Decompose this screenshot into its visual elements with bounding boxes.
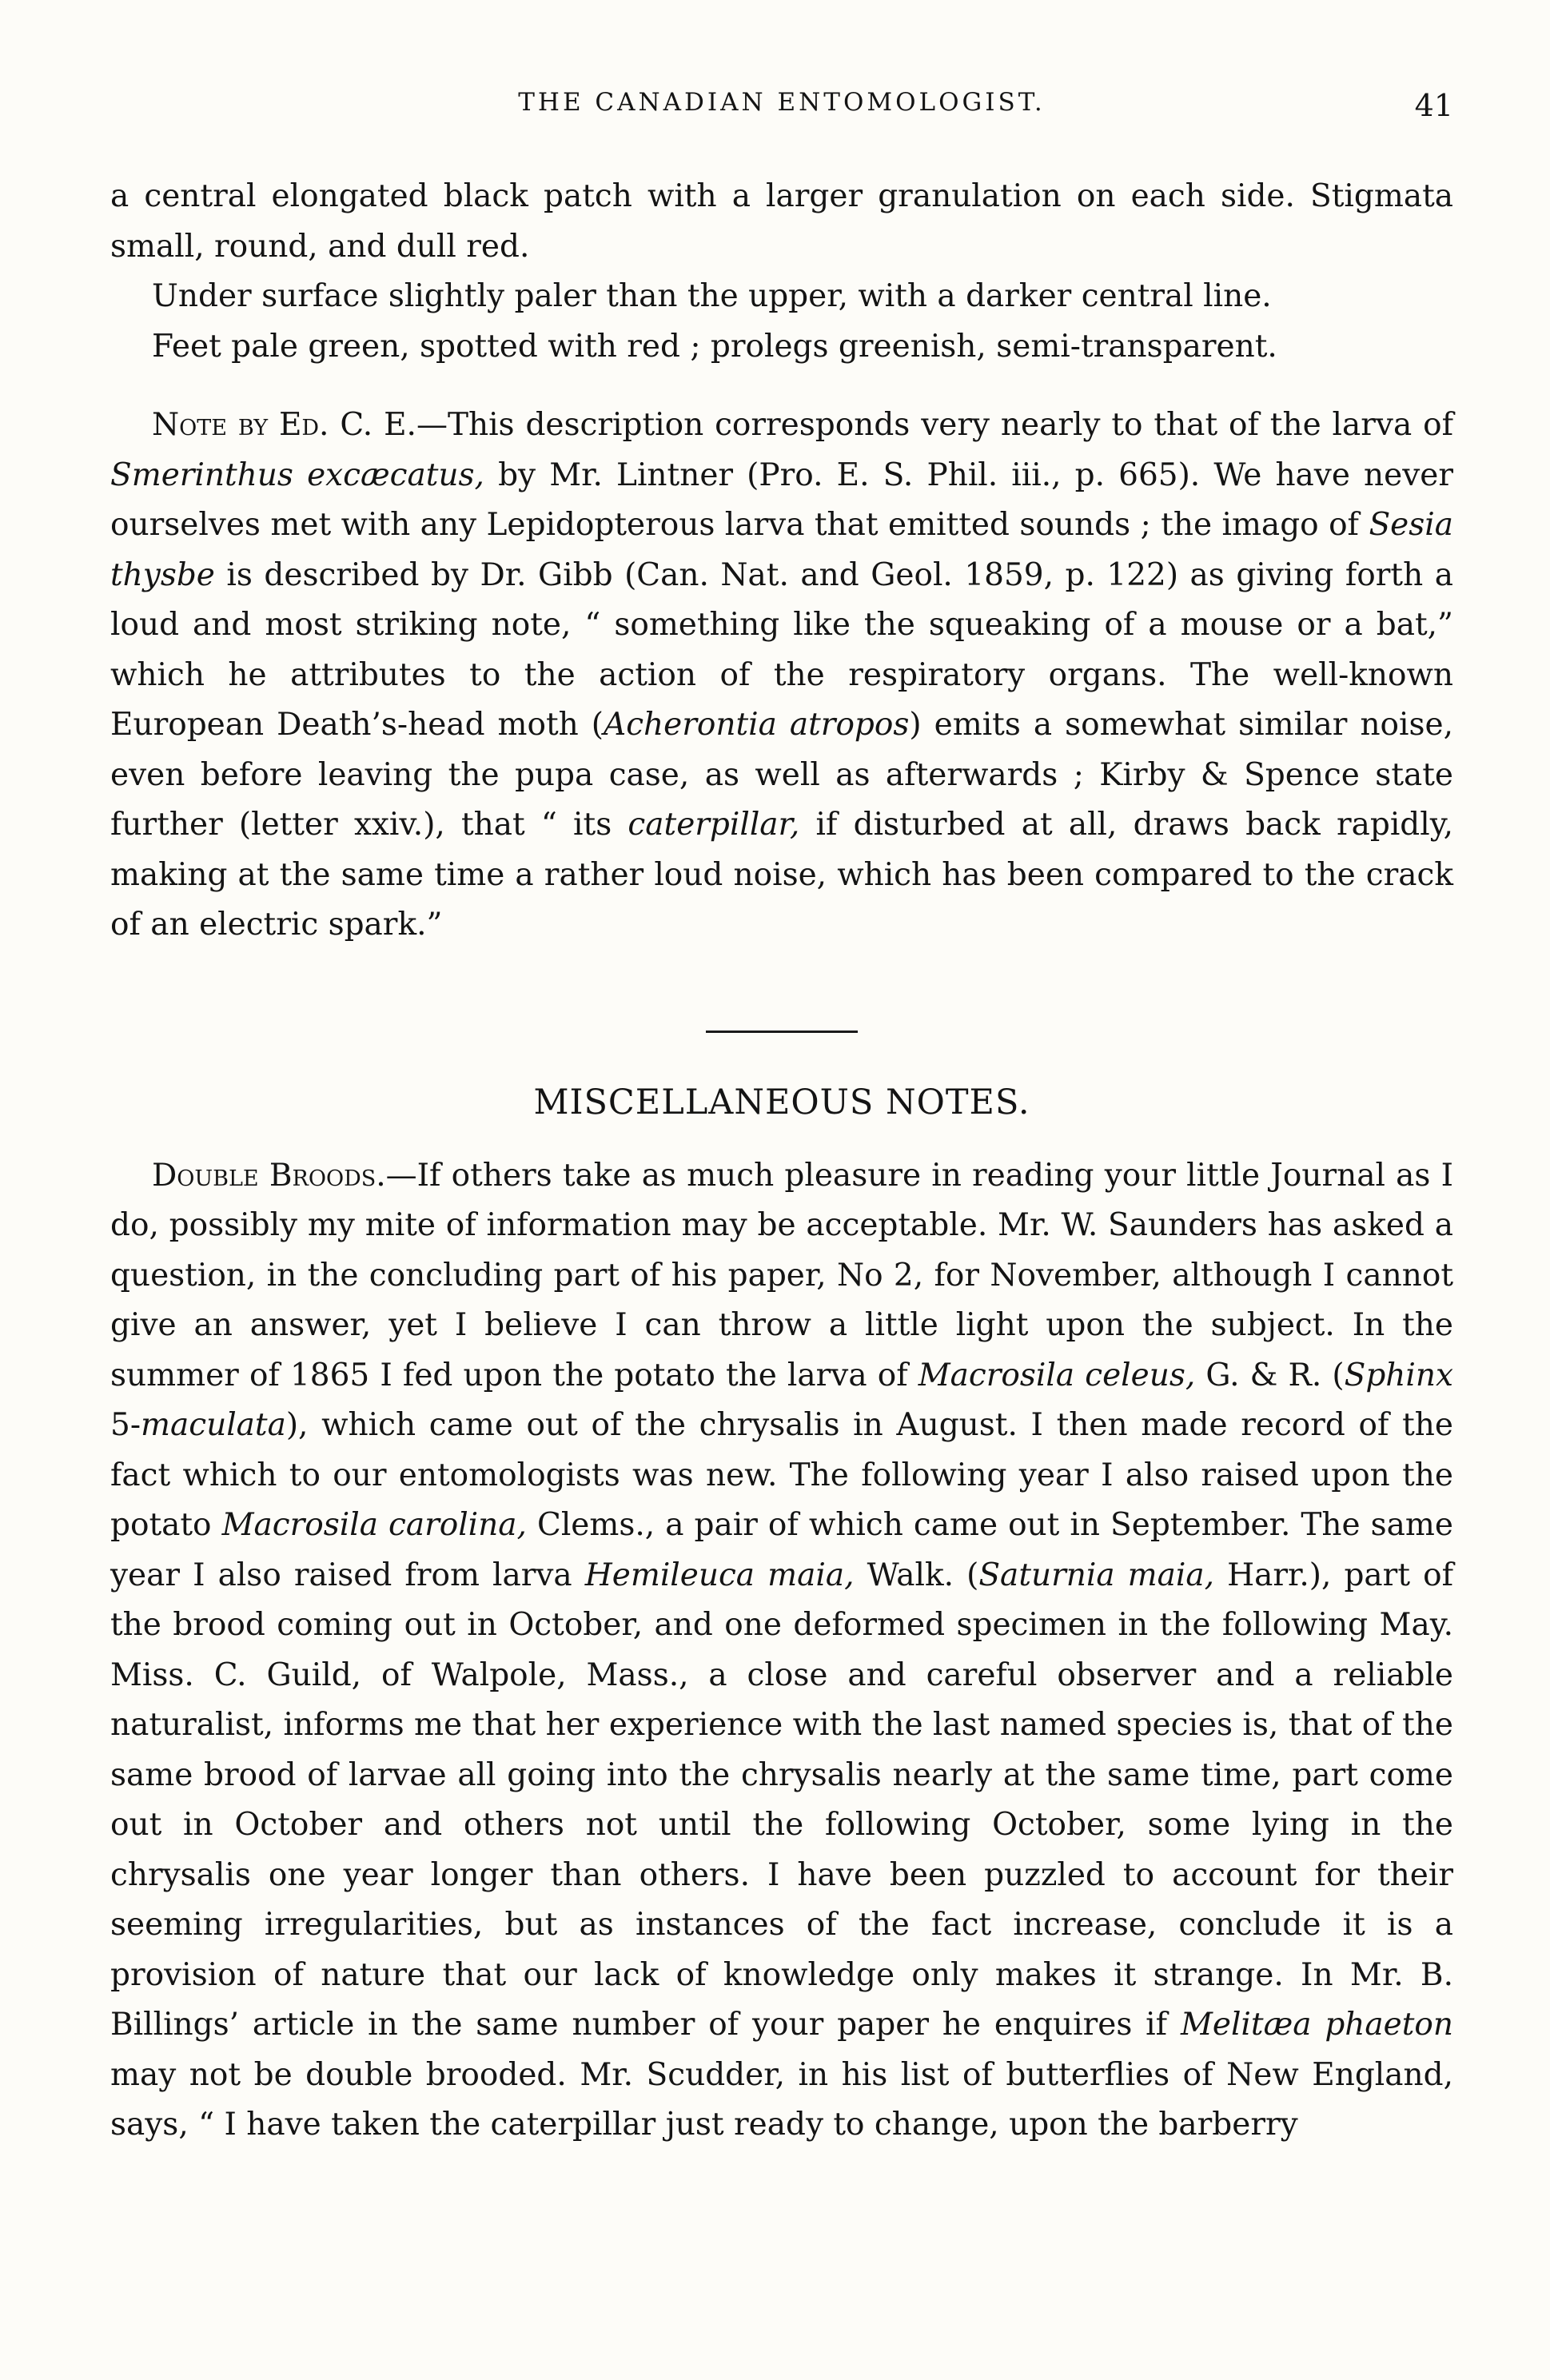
- note-text: ) emits a somewhat similar noise, even before leaving the pupa case, as well as afterwards ; Kirby & Spence state further (letter xxiv.), that “ its: [110, 707, 1454, 843]
- species-name: Melitæa phaeton: [1180, 2007, 1454, 2043]
- species-name: Macrosila carolina,: [221, 1507, 527, 1543]
- double-broods-paragraph: [110, 1151, 1453, 2151]
- article-text: Harr.), part of the brood coming out in October, and one deformed specimen in the following May. Miss. C. Guild, of Walpole, Mass., a close and careful observer and a reliable naturalist, informs me that her experience with the last named species is, that of the same brood of larvae all going into the chrysalis nearly at the same time, part come out in October and others not until the following October, some lying in the chrysalis one year longer than others. I have been puzzled to account for their seeming irregularities, but as instances of the fact increase, conclude it is a provision of nature that our lack of knowledge only makes it strange. In Mr. B. Billings’ article in the same number of your paper he enquires if: [110, 1557, 1453, 2043]
- editor-note-label: Note by Ed. C. E.: [152, 407, 416, 443]
- page-number: 41: [1414, 88, 1453, 123]
- note-text: —This description corresponds very nearly to that of the larva of: [416, 407, 1454, 443]
- species-name: Saturnia maia,: [978, 1557, 1215, 1593]
- under-surface-paragraph: Under surface slightly paler than the upper, with a darker central line.: [152, 278, 1272, 314]
- article-text: G. & R. (: [1195, 1357, 1345, 1393]
- note-text: by Mr. Lintner (Pro. E. S. Phil. iii., p. 665). We have never ourselves met with any Lepidopterous larva that emitted sounds ; the imago of: [110, 456, 1454, 543]
- section-divider: [706, 1031, 858, 1033]
- species-name: Hemileuca maia,: [584, 1557, 855, 1593]
- section-heading: MISCELLANEOUS NOTES.: [533, 1082, 1030, 1122]
- article-text: may not be double brooded. Mr. Scudder, in his list of butterflies of New England, says, “ I have taken the caterpillar just ready to change, upon the barberry: [110, 2056, 1453, 2143]
- continuation-paragraph: a central elongated black patch with a larger granulation on each side. Stigmata small, round, and dull red.: [110, 178, 1453, 265]
- species-name: Acherontia atropos: [604, 707, 910, 743]
- species-name: Sphinx: [1344, 1357, 1453, 1393]
- article-text: 5-: [110, 1407, 141, 1443]
- species-name: maculata: [141, 1407, 286, 1443]
- note-text: if disturbed at all, draws back rapidly, making at the same time a rather loud noise, which has been compared to the crack of an electric spark.”: [110, 807, 1453, 943]
- article-text: Walk. (: [854, 1557, 979, 1593]
- feet-paragraph: Feet pale green, spotted with red ; prolegs greenish, semi-transparent.: [152, 328, 1277, 365]
- note-text: is described by Dr. Gibb (Can. Nat. and Geol. 1859, p. 122) as giving forth a loud and most striking note, “ something like the squeaking of a mouse or a bat,” which he attributes to the action of the respiratory organs. The well-known European Death’s-head moth (: [110, 556, 1453, 743]
- double-broods-label: Double Broods.: [152, 1157, 386, 1194]
- article-text: Clems., a pair of which came out in September. The same year I also raised from larva: [110, 1507, 1453, 1593]
- editor-note-paragraph: [110, 401, 1453, 951]
- article-text: —If others take as much pleasure in reading your little Journal as I do, possibly my mite of information may be acceptable. Mr. W. Saunders has asked a question, in the concluding part of his paper, No 2, for November, although I cannot give an answer, yet I believe I can throw a little light upon the subject. In the summer of 1865 I fed upon the potato the larva of: [110, 1157, 1453, 1393]
- species-name: Macrosila celeus,: [918, 1357, 1196, 1393]
- article-text: ), which came out of the chrysalis in August. I then made record of the fact which to our entomologists was new. The following year I also raised upon the potato: [110, 1407, 1453, 1543]
- species-name: Sesia thysbe: [110, 507, 1453, 593]
- emphasis-text: caterpillar,: [628, 807, 800, 843]
- running-title: THE CANADIAN ENTOMOLOGIST.: [518, 88, 1046, 117]
- running-head: [110, 88, 1453, 136]
- page: [110, 88, 1453, 2151]
- species-name: Smerinthus excæcatus,: [110, 456, 484, 493]
